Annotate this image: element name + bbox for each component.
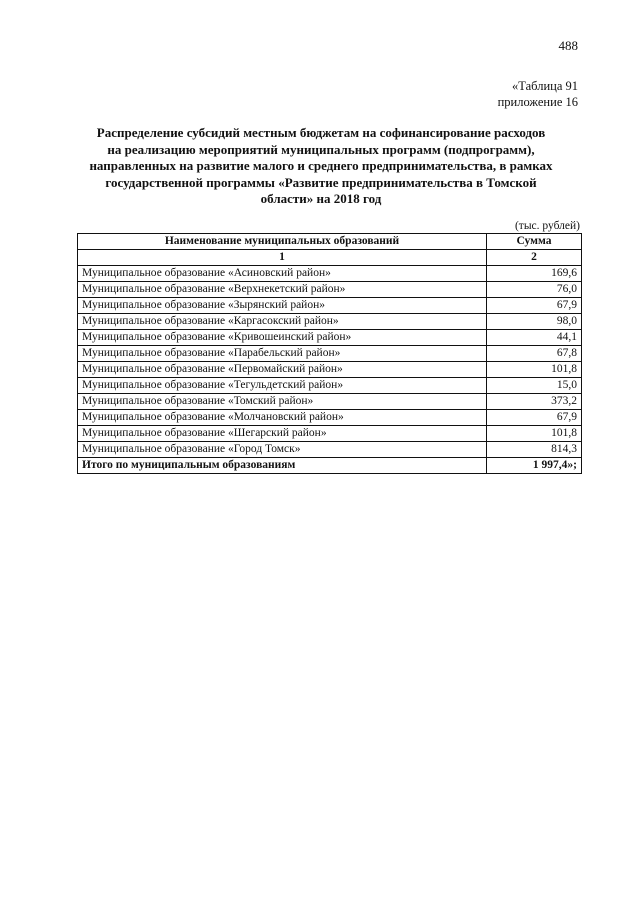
row-name: Муниципальное образование «Зырянский район» (78, 298, 487, 314)
total-row (78, 458, 582, 474)
title-line: направленных на развитие малого и среднего предпринимательства, в рамках (89, 158, 553, 173)
annex-appendix-number: приложение 16 (497, 95, 578, 109)
row-amount: 169,6 (487, 266, 582, 282)
table-row (78, 298, 582, 314)
row-amount: 76,0 (487, 282, 582, 298)
title-line: государственной программы «Развитие предпринимательства в Томской (105, 174, 537, 190)
row-amount: 15,0 (487, 378, 582, 394)
column-index-row (78, 250, 582, 266)
header-name: Наименование муниципальных образований (78, 234, 487, 250)
row-amount: 373,2 (487, 394, 582, 410)
row-amount: 98,0 (487, 314, 582, 330)
row-amount: 44,1 (487, 330, 582, 346)
row-name: Муниципальное образование «Первомайский район» (78, 362, 487, 378)
table-row (78, 282, 582, 298)
row-amount: 67,9 (487, 298, 582, 314)
table-row (78, 314, 582, 330)
table-row (78, 362, 582, 378)
row-amount: 67,9 (487, 410, 582, 426)
units-label: (тыс. рублей) (514, 220, 580, 232)
annex-reference (498, 78, 578, 110)
row-name: Муниципальное образование «Город Томск» (78, 442, 487, 458)
table-row (78, 330, 582, 346)
page-number: 488 (558, 38, 578, 53)
subsidy-table (77, 233, 582, 474)
row-name: Муниципальное образование «Шегарский район» (78, 426, 487, 442)
row-amount: 814,3 (487, 442, 582, 458)
title-line: области» на 2018 год (260, 191, 382, 206)
table-row (78, 266, 582, 282)
row-name: Муниципальное образование «Верхнекетский район» (78, 282, 487, 298)
table-row (78, 410, 582, 426)
row-amount: 101,8 (487, 426, 582, 442)
row-name: Муниципальное образование «Молчановский район» (78, 410, 487, 426)
row-name: Муниципальное образование «Кривошеинский район» (78, 330, 487, 346)
table-header-row (78, 234, 582, 250)
title-line: на реализацию мероприятий муниципальных программ (подпрограмм), (107, 141, 535, 157)
row-name: Муниципальное образование «Томский район» (78, 394, 487, 410)
annex-table-number: «Таблица 91 (512, 79, 578, 93)
column-index-1: 1 (78, 250, 487, 266)
row-name: Муниципальное образование «Парабельский район» (78, 346, 487, 362)
table-row (78, 378, 582, 394)
total-amount: 1 997,4»; (487, 458, 582, 474)
table-row (78, 346, 582, 362)
header-amount: Сумма (487, 234, 582, 250)
title-line: Распределение субсидий местным бюджетам на софинансирование расходов (96, 125, 546, 140)
row-name: Муниципальное образование «Асиновский район» (78, 266, 487, 282)
column-index-2: 2 (487, 250, 582, 266)
row-name: Муниципальное образование «Тегульдетский район» (78, 378, 487, 394)
table-row (78, 394, 582, 410)
row-name: Муниципальное образование «Каргасокский район» (78, 314, 487, 330)
document-title (62, 125, 580, 208)
row-amount: 67,8 (487, 346, 582, 362)
table-row (78, 426, 582, 442)
total-name: Итого по муниципальным образованиям (78, 458, 487, 474)
row-amount: 101,8 (487, 362, 582, 378)
table-row (78, 442, 582, 458)
